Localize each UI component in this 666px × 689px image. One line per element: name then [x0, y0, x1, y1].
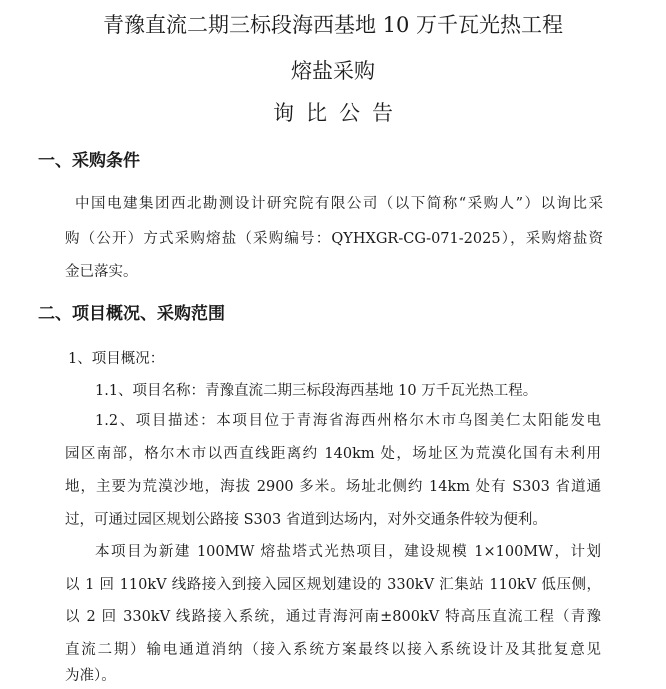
document-title-project: 青豫直流二期三标段海西基地 10 万千瓦光热工程: [102, 13, 564, 37]
paragraph-line: 购（公开）方式采购熔盐（采购编号：QYHXGR-CG-071-2025），采购熔盐资: [65, 231, 603, 247]
item-project-description-line: 地，主要为荒漠沙地，海拔 2900 多米。场址北侧约 14km 处有 S303 省道通: [65, 479, 601, 495]
section-heading-project-overview: 二、项目概况、采购范围: [38, 304, 225, 324]
paragraph-line: 以 2 回 330kV 线路接入系统，通过青海河南±800kV 特高压直流工程（青豫: [65, 609, 601, 625]
document-title-type: 询比公告: [273, 101, 405, 125]
paragraph-line: 直流二期）输电通道消纳（接入系统方案最终以接入系统设计及其批复意见: [65, 642, 601, 658]
item-project-description-line: 过，可通过园区规划公路接 S303 省道到达场内，对外交通条件较为便利。: [65, 512, 547, 528]
item-project-description-line: 园区南部，格尔木市以西直线距离约 140km 处，场址区为荒漠化国有未利用: [65, 446, 601, 462]
paragraph-line: 为准）。: [65, 668, 116, 684]
paragraph-line: 中国电建集团西北勘测设计研究院有限公司（以下简称“采购人”）以询比采: [75, 196, 603, 212]
document-title-subject: 熔盐采购: [291, 59, 375, 83]
paragraph-line: 以 1 回 110kV 线路接入到接入园区规划建设的 330kV 汇集站 110kV 低压侧，: [65, 577, 601, 593]
item-project-name: 1.1、项目名称：青豫直流二期三标段海西基地 10 万千瓦光热工程。: [95, 383, 538, 399]
paragraph-line: 本项目为新建 100MW 熔盐塔式光热项目，建设规模 1×100MW，计划: [95, 544, 601, 560]
subheading-project-overview: 1、项目概况：: [68, 351, 165, 367]
paragraph-line: 金已落实。: [65, 264, 138, 280]
section-heading-procurement-conditions: 一、采购条件: [38, 151, 140, 171]
item-project-description-line: 1.2、项目描述：本项目位于青海省海西州格尔木市乌图美仁太阳能发电: [95, 413, 601, 429]
